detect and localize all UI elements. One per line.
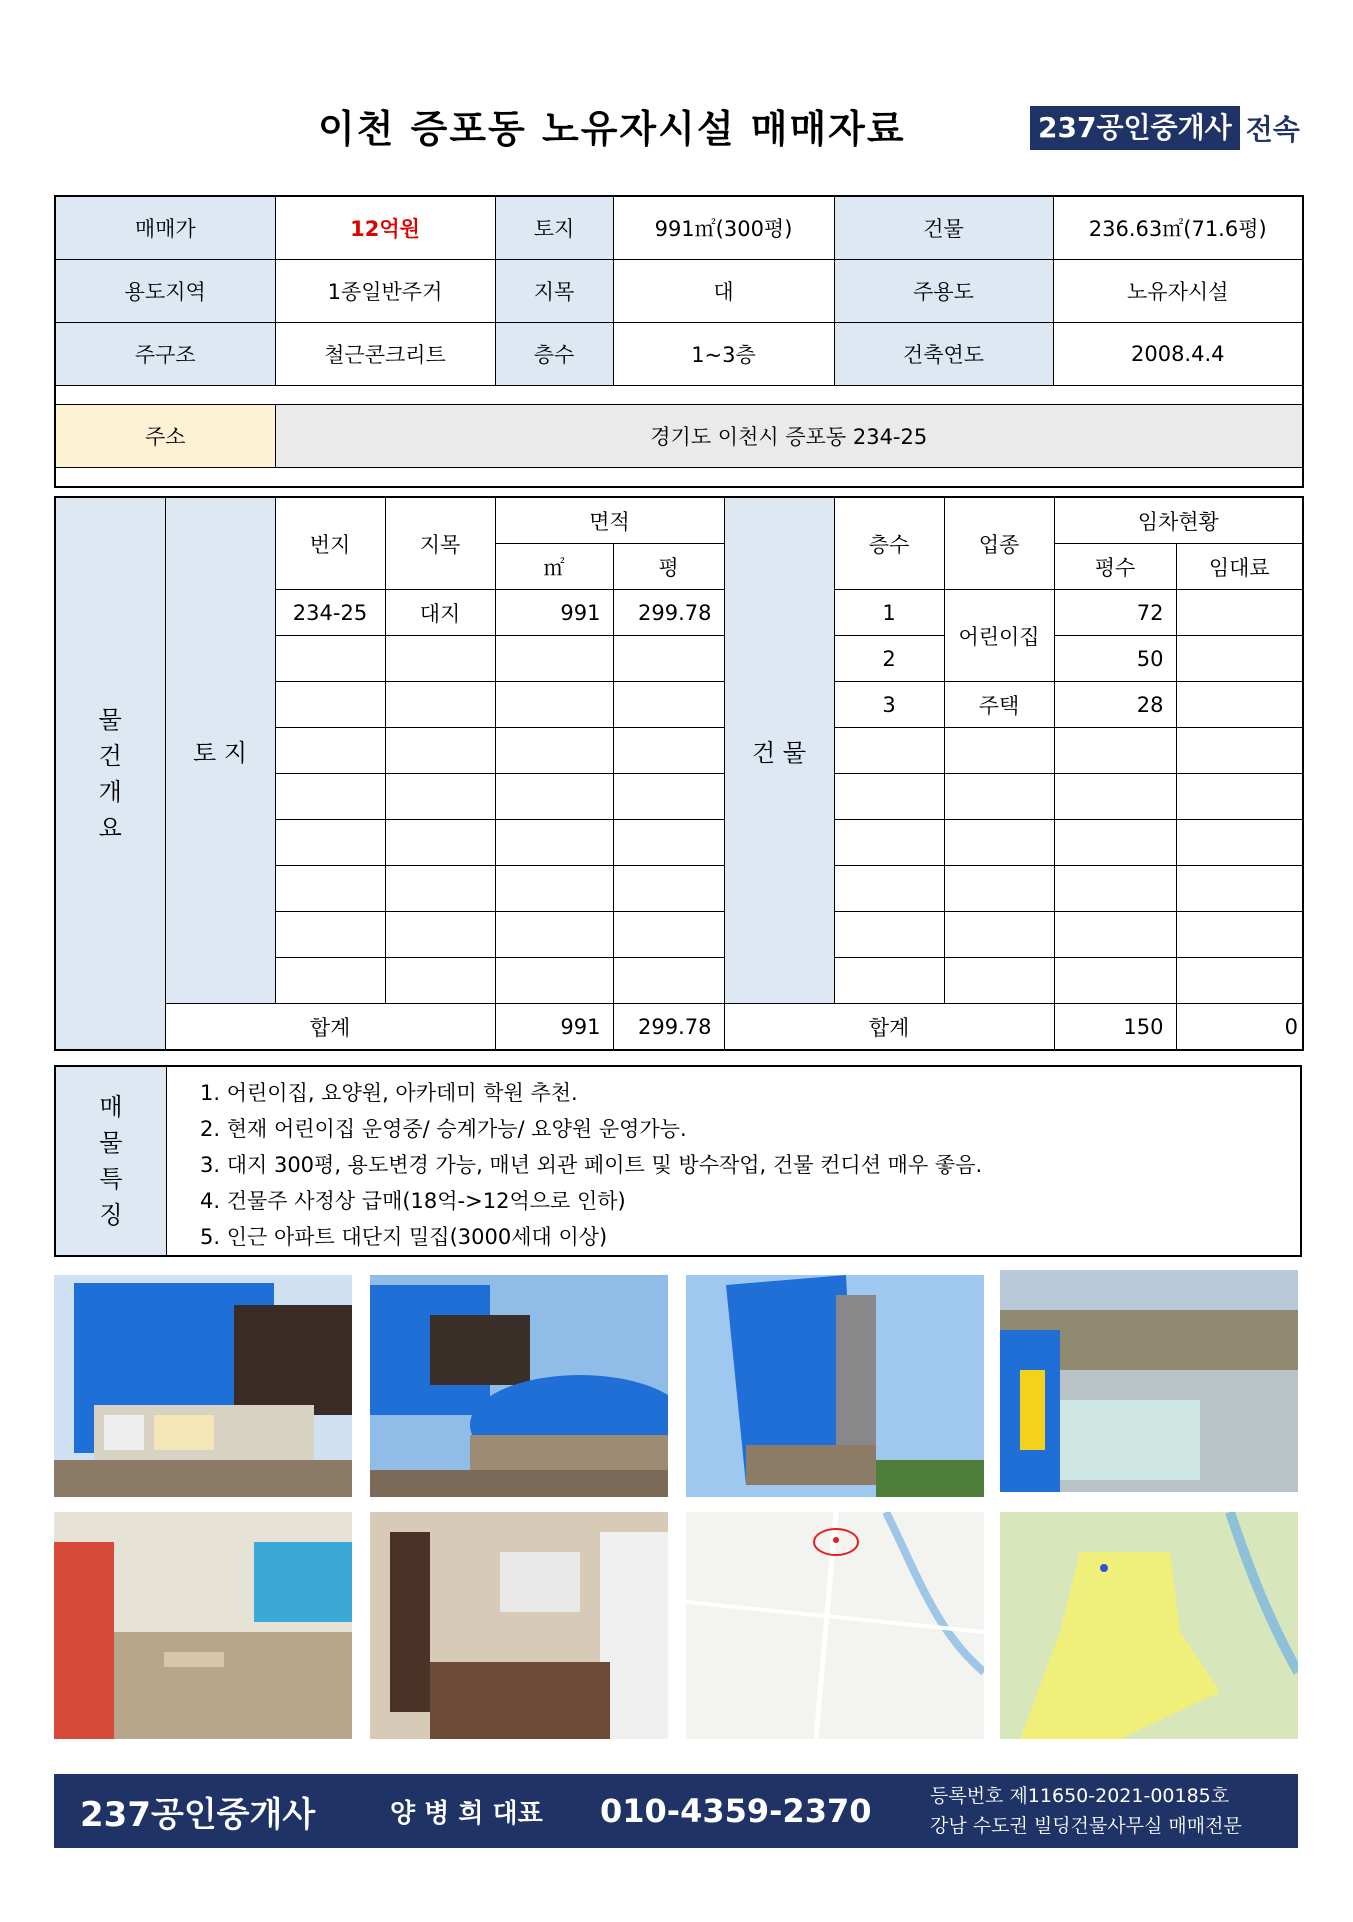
land-label: 토지 [495,196,613,260]
building-label: 건물 [834,196,1053,260]
use-label: 주용도 [834,260,1053,323]
table-cell: 50 [1054,636,1176,682]
table-cell [495,774,613,820]
built-year-value: 2008.4.4 [1053,323,1303,386]
spacer-row [55,468,1303,488]
table-cell [613,636,724,682]
category-value: 대 [613,260,834,323]
table-cell [1054,958,1176,1004]
floor-header: 층수 [834,497,944,590]
agency-badge-name: 237공인중개사 [1030,106,1240,150]
footer-registration: 등록번호 제11650-2021-00185호 [930,1785,1230,1807]
rooftop-photo [1000,1270,1298,1492]
building-total-label: 합계 [724,1004,1054,1051]
list-item: 4. 건물주 사정상 급매(18억->12억으로 인하) [200,1189,626,1213]
table-cell: 28 [1054,682,1176,728]
table-cell [495,866,613,912]
features-box [54,1065,1302,1257]
table-cell: 3 [834,682,944,728]
land-section-label: 토 지 [165,497,275,1004]
structure-value: 철근콘크리트 [275,323,495,386]
category-header: 지목 [385,497,495,590]
list-item: 2. 현재 어린이집 운영중/ 승계가능/ 요양원 운영가능. [200,1117,687,1141]
table-cell [613,820,724,866]
table-cell [495,636,613,682]
address-label: 주소 [55,405,275,468]
built-year-label: 건축연도 [834,323,1053,386]
classroom-photo [54,1512,352,1739]
table-cell [1176,728,1303,774]
building-photo-side [686,1275,984,1497]
lease-pyeong-header: 평수 [1054,544,1176,590]
exclusive-label: 전속 [1245,113,1300,146]
features-list [200,1075,982,1255]
agency-badge [1030,106,1300,150]
building-photo-corner [370,1275,668,1497]
area-header: 면적 [495,497,724,544]
table-cell [275,728,385,774]
table-cell [834,958,944,1004]
sqm-header: ㎡ [495,544,613,590]
table-cell [275,636,385,682]
pyeong-header: 평 [613,544,724,590]
table-cell [834,728,944,774]
table-cell [275,912,385,958]
footer-agency-name: 237공인중개사 [80,1794,316,1835]
table-cell: 991 [495,590,613,636]
table-cell [944,866,1054,912]
table-cell [1054,866,1176,912]
table-cell [1176,866,1303,912]
land-value: 991㎡(300평) [613,196,834,260]
zoning-map [1000,1512,1298,1739]
living-room-photo [370,1512,668,1739]
table-cell: 대지 [385,590,495,636]
table-cell: 72 [1054,590,1176,636]
table-cell: 2 [834,636,944,682]
table-cell [613,728,724,774]
table-cell [944,958,1054,1004]
floors-value: 1~3층 [613,323,834,386]
table-cell [275,866,385,912]
lot-header: 번지 [275,497,385,590]
table-cell [385,682,495,728]
table-cell [385,866,495,912]
table-cell: 1 [834,590,944,636]
table-cell [385,912,495,958]
land-total-pyeong: 299.78 [613,1004,724,1051]
building-total-pyeong: 150 [1054,1004,1176,1051]
table-cell [1054,728,1176,774]
structure-label: 주구조 [55,323,275,386]
zone-value: 1종일반주거 [275,260,495,323]
table-cell [495,682,613,728]
land-total-label: 합계 [165,1004,495,1051]
floors-label: 층수 [495,323,613,386]
table-cell [944,820,1054,866]
table-cell: 299.78 [613,590,724,636]
land-total-sqm: 991 [495,1004,613,1051]
table-cell [1176,774,1303,820]
table-cell [944,774,1054,820]
table-cell: 234-25 [275,590,385,636]
table-cell [834,912,944,958]
building-total-rent: 0 [1176,1004,1303,1051]
list-item: 3. 대지 300평, 용도변경 가능, 매년 외관 페이트 및 방수작업, 건물 컨디션 매우 좋음. [200,1153,983,1177]
footer-phone[interactable]: 010-4359-2370 [600,1792,872,1830]
table-cell [495,912,613,958]
table-cell [1176,958,1303,1004]
table-cell [1176,636,1303,682]
building-value: 236.63㎡(71.6평) [1053,196,1303,260]
building-photo-front [54,1275,352,1497]
page-title: 이천 증포동 노유자시설 매매자료 [318,107,906,151]
features-label: 매 물 특 징 [56,1067,167,1255]
lease-header: 임차현황 [1054,497,1303,544]
table-cell: 어린이집 [944,590,1054,682]
table-cell [275,682,385,728]
table-cell [385,728,495,774]
price-label: 매매가 [55,196,275,260]
table-cell [495,958,613,1004]
list-item: 5. 인근 아파트 대단지 밀집(3000세대 이상) [200,1225,608,1249]
table-cell [1054,774,1176,820]
table-cell [834,820,944,866]
table-cell [275,774,385,820]
table-cell [1054,820,1176,866]
table-cell [613,774,724,820]
address-value: 경기도 이천시 증포동 234-25 [275,405,1303,468]
table-cell [1176,820,1303,866]
table-cell [1176,912,1303,958]
table-cell [1176,682,1303,728]
zone-label: 용도지역 [55,260,275,323]
table-cell [1054,912,1176,958]
overview-label: 물 건 개 요 [55,497,165,1050]
table-cell [385,820,495,866]
spacer-row [55,386,1303,405]
use-value: 노유자시설 [1053,260,1303,323]
table-cell [613,866,724,912]
table-cell [495,728,613,774]
category-label: 지목 [495,260,613,323]
building-section-label: 건 물 [724,497,834,1004]
table-cell [613,682,724,728]
table-cell [1176,590,1303,636]
location-map [686,1512,984,1739]
table-cell [385,958,495,1004]
table-cell [275,958,385,1004]
table-cell [385,636,495,682]
footer-slogan: 강남 수도권 빌딩건물사무실 매매전문 [930,1815,1242,1837]
rent-header: 임대료 [1176,544,1303,590]
table-cell [613,912,724,958]
footer-representative: 양 병 희 대표 [390,1798,543,1829]
table-cell [834,774,944,820]
table-cell [944,912,1054,958]
footer-banner [54,1774,1298,1848]
table-cell [385,774,495,820]
table-cell [944,728,1054,774]
table-cell [275,820,385,866]
summary-table [54,195,1304,488]
table-cell [613,958,724,1004]
table-cell [495,820,613,866]
detail-table [54,496,1304,1051]
business-header: 업종 [944,497,1054,590]
list-item: 1. 어린이집, 요양원, 아카데미 학원 추천. [200,1081,578,1105]
price-value: 12억원 [275,196,495,260]
table-cell [834,866,944,912]
table-cell: 주택 [944,682,1054,728]
